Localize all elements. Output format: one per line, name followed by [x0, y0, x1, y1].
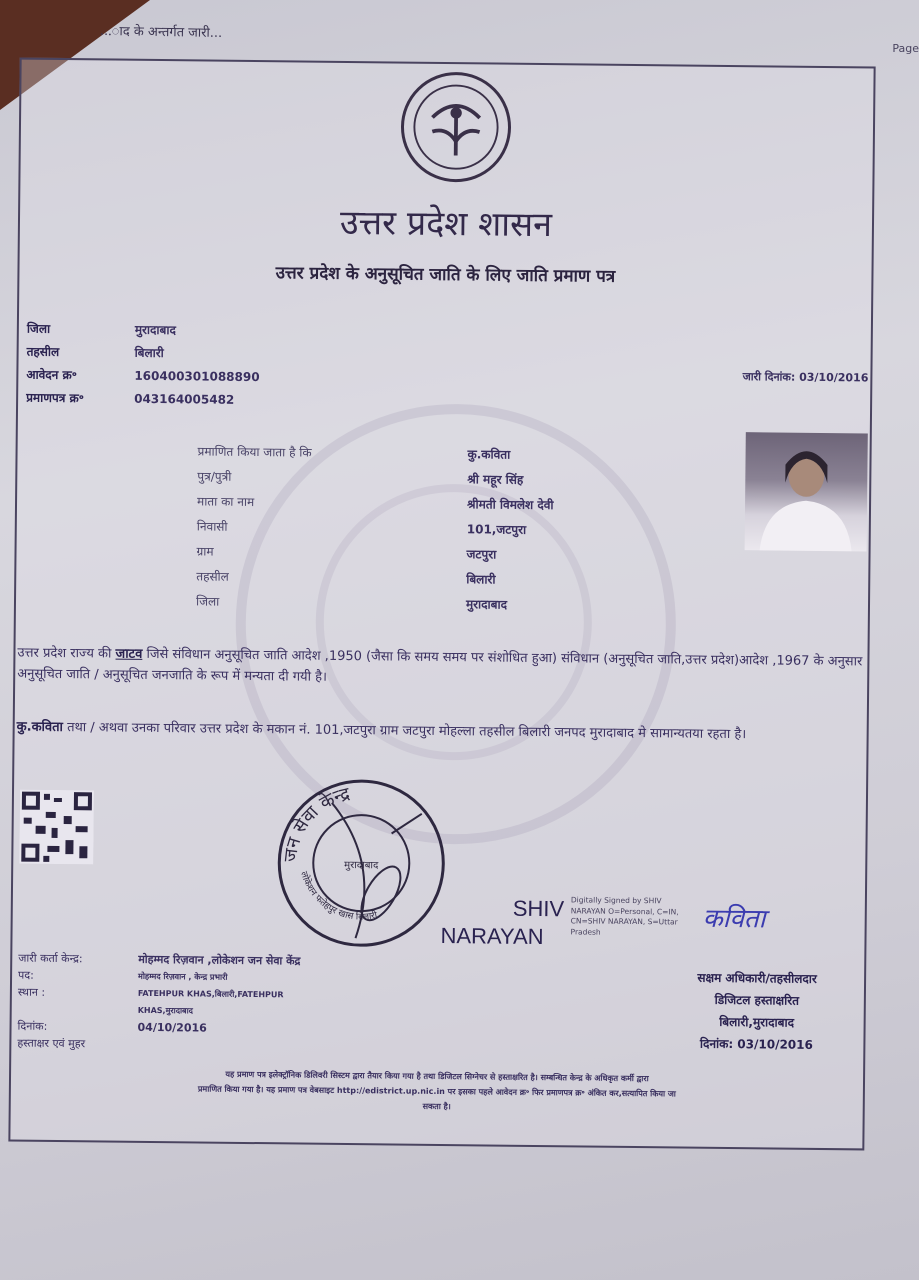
issuer-center: मोहम्मद रिज़वान ,लोकेशन जन सेवा केंद्र — [138, 952, 301, 968]
caste-body: जिसे संविधान अनुसूचित जाति आदेश ,1950 (जैसा कि समय समय पर संशोधित हुआ) संविधान (अनुसूचित जाति,उत्तर प्रदेश)आदेश ,1967 के अनुसार अनुसूचित जाति / अनुसूचित जनजाति के रूप में मन्यता दी गयी है। — [17, 646, 863, 685]
details-district-value: मुरादाबाद — [465, 597, 508, 612]
stamp-bottom-text: लोकेशन फतेहपुर खास बिलारी — [298, 870, 379, 923]
application-label: आवेदन क्र॰ — [26, 367, 77, 383]
mother-label: माता का नाम — [196, 494, 255, 510]
issuer-place: FATEHPUR KHAS,बिलारी,FATEHPUR KHAS,मुरादाबाद — [137, 988, 284, 1016]
mother-name: श्रीमती विमलेश देवी — [466, 497, 554, 513]
residence-holder-name: कु.कविता — [16, 719, 64, 736]
page-title: उत्तर प्रदेश शासन — [339, 202, 553, 246]
village-value: जटपुरा — [466, 547, 497, 562]
certificate — [8, 58, 875, 1151]
certified-label: प्रमाणित किया जाता है कि — [197, 444, 312, 460]
issuer-center-label: जारी कर्ता केन्द्र: — [18, 951, 83, 966]
certificate-number: 043164005482 — [134, 391, 235, 407]
parent-label: पुत्र/पुत्री — [197, 469, 232, 484]
issuer-sign-label: हस्ताक्षर एवं मुहर — [17, 1036, 86, 1051]
officer-location: बिलारी,मुरादाबाद — [719, 1014, 795, 1030]
resident-value: 101,जटपुरा — [466, 522, 527, 537]
district-label: जिला — [26, 321, 51, 336]
residence-body: तथा / अथवा उनका परिवार उत्तर प्रदेश के मकान नं. 101,जटपुरा ग्राम जटपुरा मोहल्ला तहसील बिलारी जनपद मुरादाबाद मे सामान्यतया रहता है। — [67, 720, 747, 743]
signer-first-name: SHIV — [512, 895, 565, 922]
issuer-place-label: स्थान : — [17, 985, 46, 999]
issuer-post: मोहम्मद रिज़वान , केन्द्र प्रभारी — [138, 971, 228, 982]
certificate-label: प्रमाणपत्र क्र॰ — [26, 390, 84, 406]
stamp-center-text: मुरादाबाद — [344, 859, 379, 872]
digital-signature-name — [440, 894, 564, 951]
page-label: Page — [892, 42, 919, 55]
issuer-post-label: पद: — [18, 968, 34, 982]
officer-block — [661, 966, 852, 1056]
meta-block — [26, 318, 260, 412]
details-tehsil-value: बिलारी — [466, 572, 496, 587]
village-label: ग्राम — [196, 544, 214, 559]
qr-code — [19, 790, 94, 865]
officer-digital-sign: डिजिटल हस्ताक्षरित — [714, 992, 800, 1008]
footer-line-3: सकता है। — [422, 1101, 451, 1112]
footer-line-2: प्रमाणित किया गया है। यह प्रमाण पत्र वेबसाइट http://edistrict.up.nic.in पर इसका पहले आवेदन क्र॰ फिर प्रमाणपत्र क्र॰ अंकित कर,सत्यापित किया जा — [197, 1084, 676, 1099]
certificate-subtitle: उत्तर प्रदेश के अनुसूचित जाति के लिए जाति प्रमाण पत्र — [275, 263, 616, 287]
caste-paragraph — [17, 643, 862, 694]
issuer-date: 04/10/2016 — [137, 1020, 207, 1035]
issuer-block — [17, 950, 328, 1055]
svg-text:लोकेशन फतेहपुर खास बिलारी — [298, 870, 380, 923]
application-number: 160400301088890 — [134, 368, 260, 385]
issue-date: जारी दिनांक: 03/10/2016 — [742, 370, 869, 385]
resident-label: निवासी — [196, 519, 228, 534]
caste-name: जाटव — [115, 646, 143, 662]
details-district-label: जिला — [195, 594, 220, 609]
officer-date: दिनांक: 03/10/2016 — [699, 1036, 813, 1052]
issuer-date-label: दिनांक: — [17, 1019, 48, 1033]
residence-paragraph — [17, 717, 862, 747]
holder-name: कु.कविता — [467, 447, 511, 462]
holder-photo — [745, 432, 868, 551]
officer-title: सक्षम अधिकारी/तहसीलदार — [697, 970, 817, 986]
district-value: मुरादाबाद — [134, 322, 176, 338]
caste-intro: उत्तर प्रदेश राज्य की — [17, 645, 112, 662]
tehsil-label: तहसील — [26, 344, 60, 359]
jan-seva-kendra-stamp — [270, 772, 452, 954]
digital-signature-meta: Digitally Signed by SHIV NARAYAN O=Personal, C=IN, CN=SHIV NARAYAN, S=Uttar Pradesh — [570, 895, 679, 937]
tehsil-value: बिलारी — [134, 345, 164, 361]
details-tehsil-label: तहसील — [196, 569, 229, 584]
footer-line-1: यह प्रमाण पत्र इलेक्ट्रॉनिक डिलिवरी सिस्टम द्वारा तैयार किया गया है तथा डिजिटल सिग्नेचर से हस्ताक्षरित है। सम्बन्धित केन्द्र के अधिकृत कर्मी द्वारा — [225, 1069, 649, 1084]
details-block — [196, 439, 554, 618]
previous-page-text: ...ाद के अन्तर्गत जारी... — [99, 23, 223, 42]
parent-name: श्री महूर सिंह — [467, 472, 524, 487]
footer-note — [11, 1065, 863, 1119]
up-emblem-icon — [400, 72, 511, 183]
handwritten-signature: कविता — [702, 903, 766, 935]
stamp-top-text: जन सेवा केन्द्र — [280, 783, 352, 864]
signer-last-name: NARAYAN — [440, 923, 544, 950]
